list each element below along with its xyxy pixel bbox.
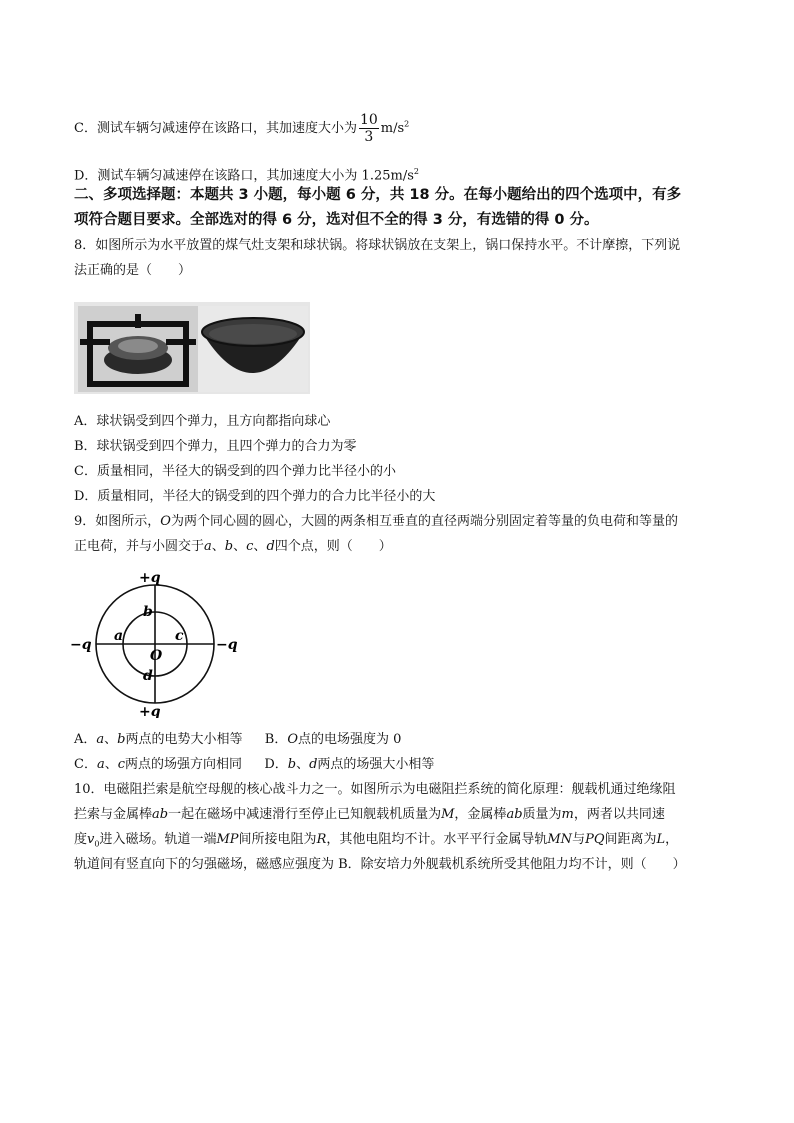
text: 度 <box>74 832 88 847</box>
q10-line4: 轨道间有竖直向下的匀强磁场，磁感应强度为 B．除安培力外舰载机系统所受其他阻力均不计，则（ ） <box>74 857 686 872</box>
label-minus-q-right: −q <box>216 637 238 653</box>
text: 一起在磁场中减速滑行至停止已知舰载机质量为 <box>168 807 442 822</box>
text: ， <box>665 832 679 847</box>
label-minus-q-left: −q <box>70 637 92 653</box>
sep: 、 <box>233 539 247 554</box>
text: 两点的场强方向相同 <box>125 757 243 772</box>
unit: m/s <box>380 121 405 136</box>
q7-option-c-text: C．测试车辆匀减速停在该路口，其加速度大小为 <box>74 121 357 136</box>
var-c: c <box>117 757 126 772</box>
label-d: d <box>143 668 153 684</box>
text: 9．如图所示， <box>74 514 161 529</box>
text: 进入磁场。轨道一端 <box>99 832 217 847</box>
q10-line2 <box>74 805 665 825</box>
label-plus-q-top: +q <box>139 570 161 586</box>
q10-line1: 10．电磁阻拦索是航空母舰的核心战斗力之一。如图所示为电磁阻拦系统的简化原理：舰载机通过绝缘阻 <box>74 782 676 797</box>
var-m: m <box>561 807 574 822</box>
q9-options-cd <box>74 755 434 775</box>
concentric-circles-diagram <box>70 568 240 722</box>
q7-option-d-text: D．测试车辆匀减速停在该路口，其加速度大小为 1.25m/s <box>74 168 414 184</box>
superscript: 2 <box>404 119 410 129</box>
var-a: a <box>204 539 212 554</box>
text: ，金属棒 <box>454 807 507 822</box>
label-plus-q-bottom: +q <box>139 704 161 718</box>
text: 点的电场强度为 0 <box>298 732 402 747</box>
sep: 、 <box>296 757 310 772</box>
q8-option-c: C．质量相同，半径大的锅受到的四个弹力比半径小的小 <box>74 464 396 479</box>
var-m-upper: M <box>441 807 455 822</box>
q9-options-ab <box>74 730 401 750</box>
text: 两点的场强大小相等 <box>317 757 435 772</box>
var-b: b <box>287 757 297 772</box>
var-b: b <box>117 732 126 747</box>
sep: 、 <box>253 539 267 554</box>
var-c: c <box>246 539 254 554</box>
section-heading-line1: 二、多项选择题：本题共 3 小题，每小题 6 分，共 18 分。在每小题给出的四个选项中，有多 <box>74 187 682 203</box>
var-ab: ab <box>152 807 169 822</box>
var-b: b <box>224 539 234 554</box>
q8-stem-line2: 法正确的是（ ） <box>74 263 192 278</box>
q8-option-b: B．球状锅受到四个弹力，且四个弹力的合力为零 <box>74 439 357 454</box>
var-mn: MN <box>547 832 573 847</box>
fraction-numerator: 10 <box>359 112 378 128</box>
label-a: a <box>114 628 124 644</box>
section-heading-line2: 项符合题目要求。全部选对的得 6 分，选对但不全的得 3 分，有选错的得 0 分。 <box>74 212 599 228</box>
var-a: a <box>96 732 105 747</box>
q7-option-d <box>74 162 419 186</box>
text: A． <box>74 732 97 747</box>
text: 与 <box>572 832 586 847</box>
text: D． <box>264 757 288 772</box>
stove-and-pot-photo <box>74 302 310 394</box>
q10-line3 <box>74 830 678 855</box>
text: ，其他电阻均不计。水平平行金属导轨 <box>326 832 548 847</box>
superscript: 2 <box>413 167 419 176</box>
fraction-denominator: 3 <box>364 129 374 145</box>
var-d: d <box>309 757 318 772</box>
var-o: O <box>160 514 171 529</box>
text: 正电荷，并与小圆交于 <box>74 539 205 554</box>
text: 间所接电阻为 <box>238 832 317 847</box>
q8-option-d: D．质量相同，半径大的锅受到的四个弹力的合力比半径小的大 <box>74 489 436 504</box>
text: 间距离为 <box>604 832 657 847</box>
fraction <box>359 112 379 145</box>
var-l: L <box>656 832 666 847</box>
q7-option-c <box>74 112 409 145</box>
var-mp: MP <box>216 832 239 847</box>
text: 质量为 <box>522 807 562 822</box>
var-o: O <box>287 732 299 747</box>
q8-stem-line1: 8．如图所示为水平放置的煤气灶支架和球状锅。将球状锅放在支架上，锅口保持水平。不计摩擦，下列说 <box>74 238 681 253</box>
text: 两点的电势大小相等 <box>125 732 243 747</box>
var-v: v <box>87 832 95 847</box>
text: 四个点，则（ ） <box>274 539 392 554</box>
subscript: 0 <box>94 839 100 849</box>
text: ，两者以共同速 <box>573 807 665 822</box>
text: 为两个同心圆的圆心，大圆的两条相互垂直的直径两端分别固定着等量的负电荷和等量的 <box>170 514 678 529</box>
var-a: a <box>96 757 105 772</box>
label-c: c <box>175 628 184 644</box>
label-o: O <box>150 648 163 664</box>
sep: 、 <box>211 539 225 554</box>
text: C． <box>74 757 97 772</box>
text: 拦索与金属棒 <box>74 807 153 822</box>
var-ab: ab <box>506 807 523 822</box>
sep: 、 <box>104 732 118 747</box>
var-pq: PQ <box>585 832 605 847</box>
sep: 、 <box>104 757 118 772</box>
var-r: R <box>316 832 327 847</box>
q9-stem-line2 <box>74 537 392 557</box>
var-d: d <box>266 539 275 554</box>
q8-option-a: A．球状锅受到四个弹力，且方向都指向球心 <box>74 414 331 429</box>
label-b: b <box>143 604 153 620</box>
q9-stem-line1 <box>74 512 678 532</box>
text: B． <box>264 732 288 747</box>
